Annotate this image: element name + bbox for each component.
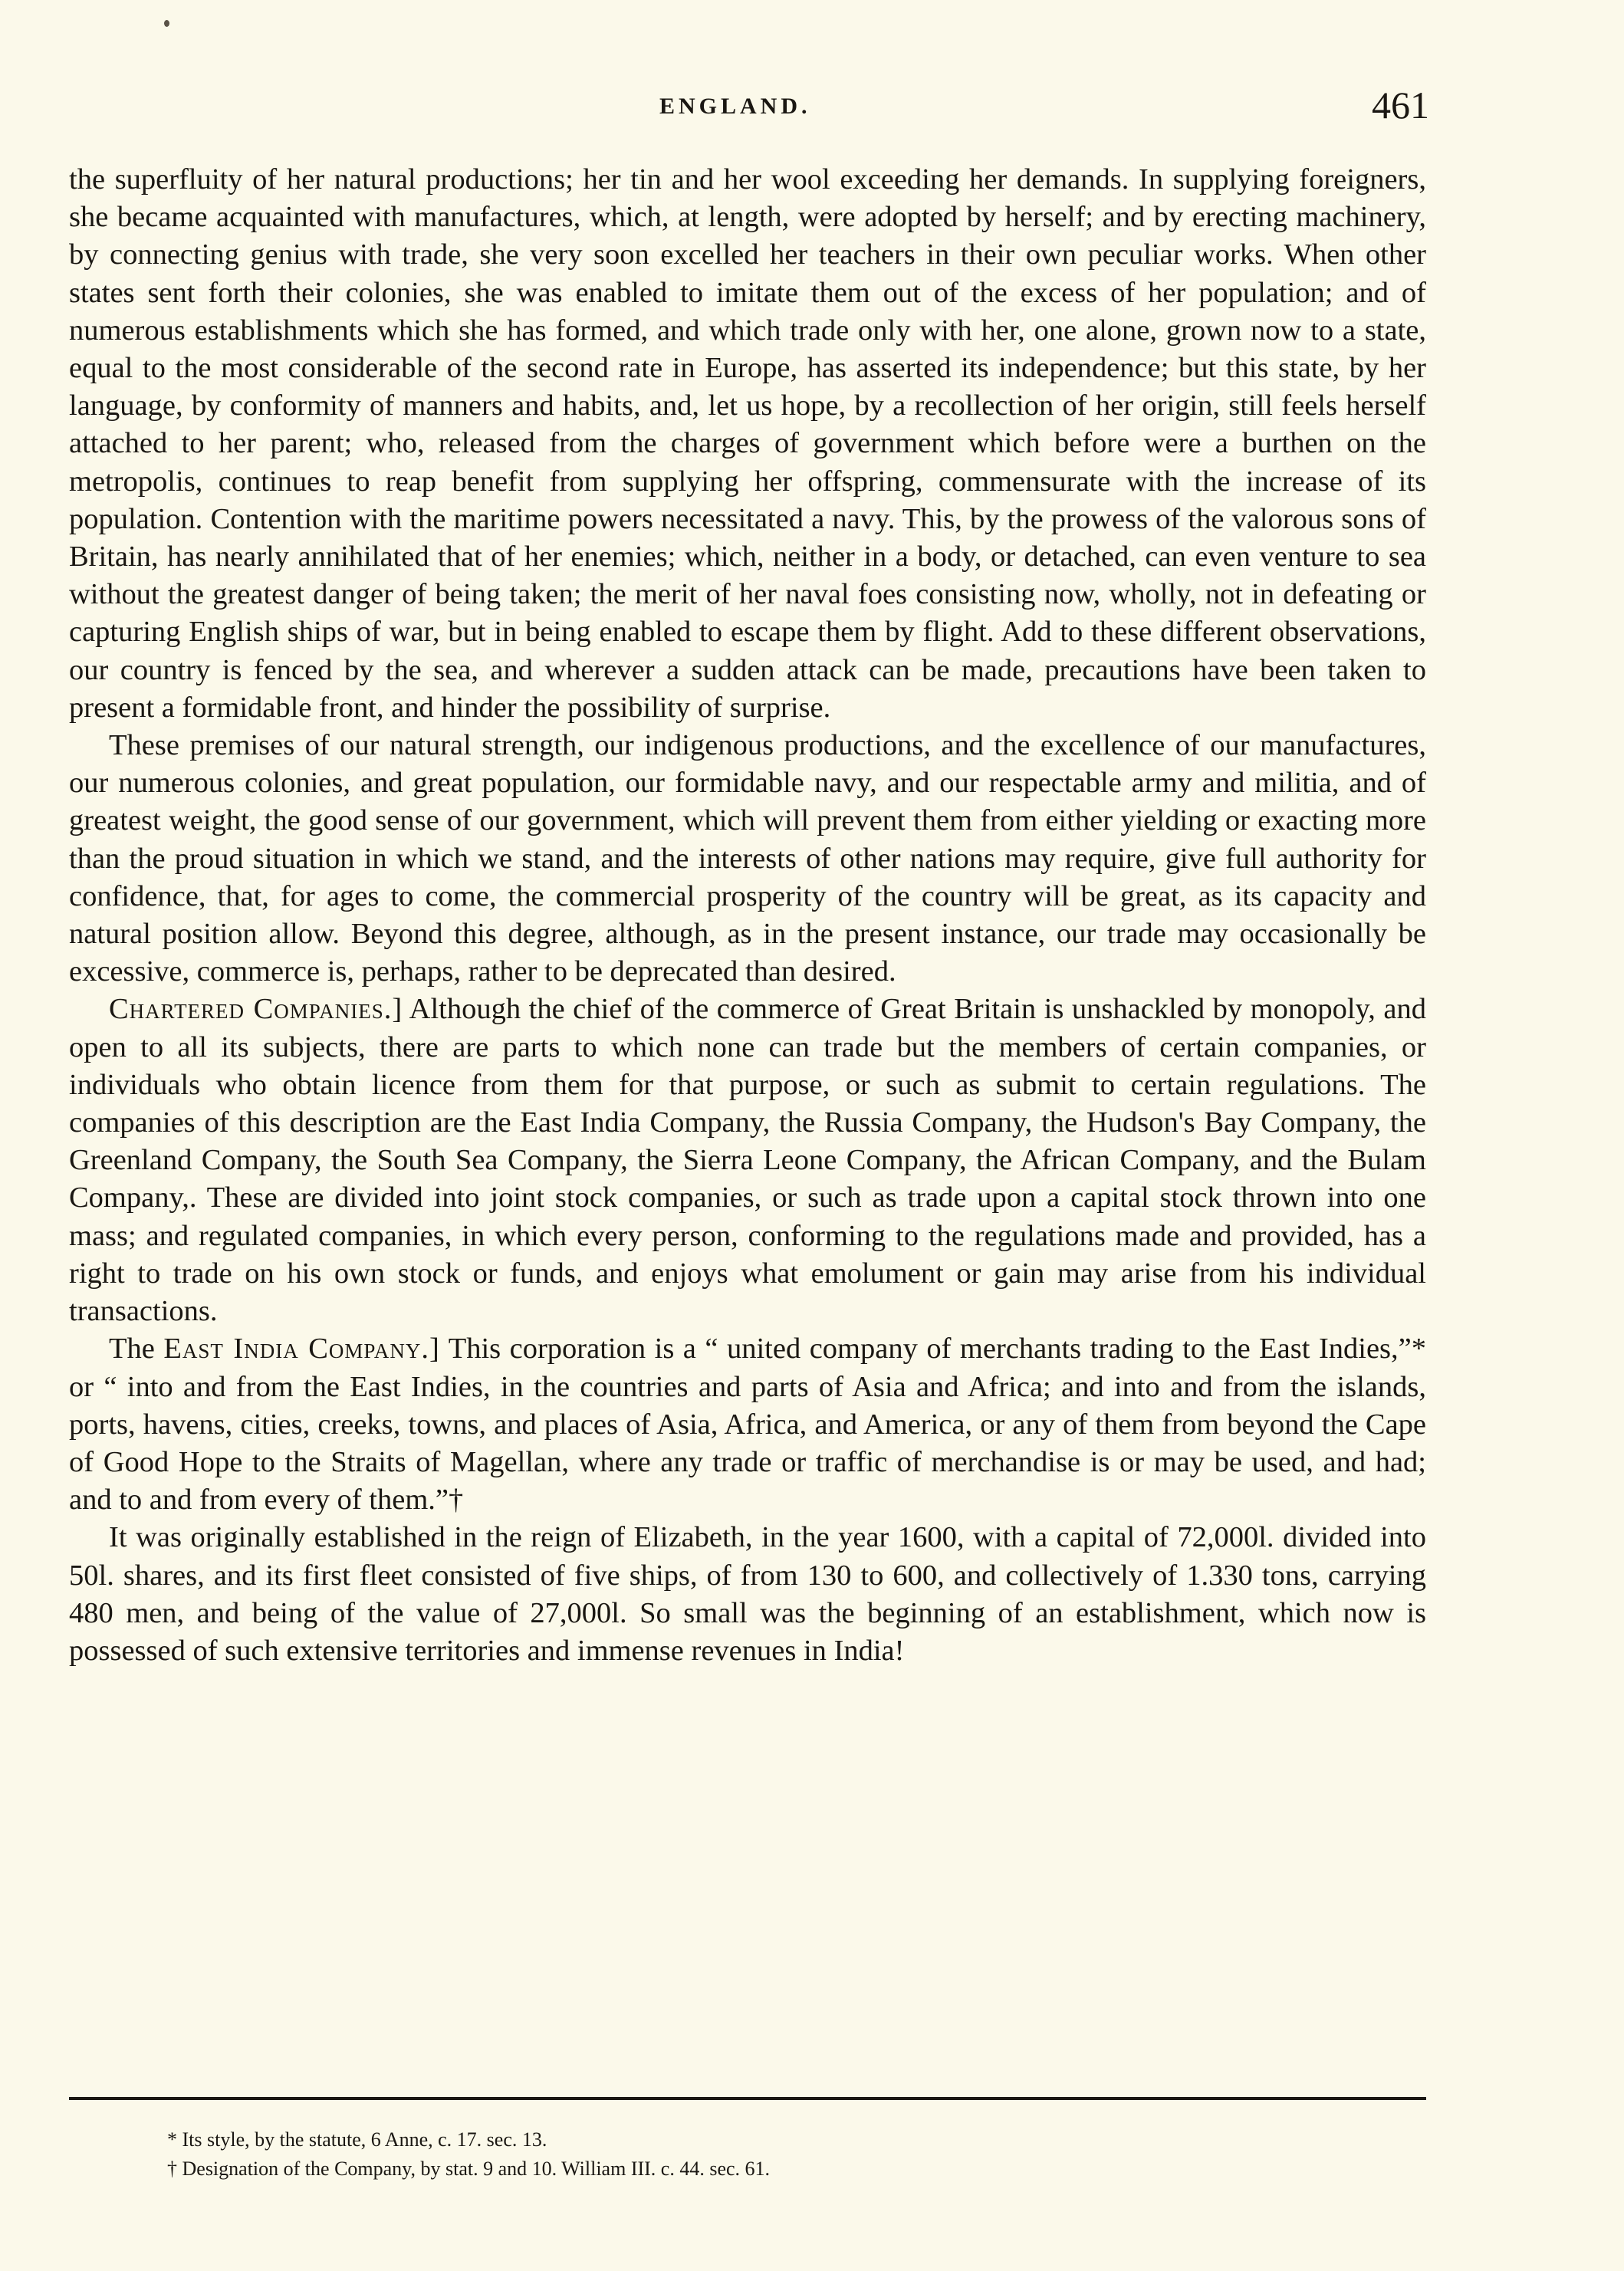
body-text <box>69 161 1426 1670</box>
footnotes <box>167 2125 770 2184</box>
paragraph-1: the superfluity of her natural productions; her tin and her wool exceeding her demands. In supplying foreigners, she became acquainted with manufactures, which, at length, were adopted by herself; and by erecting machinery, by connecting genius with trade, she very soon excelled her teachers in their own peculiar works. When other states sent forth their colonies, she was enabled to imitate them out of the excess of her population; and of numerous establishments which she has formed, and which trade only with her, one alone, grown now to a state, equal to the most considerable of the second rate in Europe, has asserted its independence; but this state, by her language, by conformity of manners and habits, and, let us hope, by a recollection of her origin, still feels herself attached to her parent; who, released from the charges of government which before were a burthen on the metropolis, continues to reap benefit from supplying her offspring, commensurate with the increase of its population. Contention with the maritime powers necessitated a navy. This, by the prowess of the valorous sons of Britain, has nearly annihilated that of her enemies; which, neither in a body, or detached, can even venture to sea without the greatest danger of being taken; the merit of her naval foes consisting now, wholly, not in defeating or capturing English ships of war, but in being enabled to escape them by flight. Add to these different observations, our country is fenced by the sea, and wherever a sudden attack can be made, precautions have been taken to present a formidable front, and hinder the possibility of surprise. <box>69 163 1426 724</box>
footnote-1: * Its style, by the statute, 6 Anne, c. 17. sec. 13. <box>167 2128 547 2151</box>
paragraph-5: It was originally established in the reign of Elizabeth, in the year 1600, with a capital of 72,000l. divided into 50l. shares, and its first fleet consisted of five ships, of from 130 to 600, and collectively of 1.330 tons, carrying 480 men, and being of the value of 27,000l. So small was the beginning of an establishment, which now is possessed of such extensive territories and immense revenues in India! <box>69 1521 1426 1667</box>
page-number: 461 <box>1372 84 1429 127</box>
section-heading-chartered-companies: Chartered Companies.] <box>109 993 403 1026</box>
paragraph-4-lead: The <box>109 1333 155 1366</box>
paragraph-3 <box>69 991 1426 1330</box>
section-heading-east-india-company: East India Company.] <box>163 1333 440 1366</box>
paragraph-2: These premises of our natural strength, our indigenous productions, and the excellence of our manufactures, our numerous colonies, and great population, our formidable navy, and our respectable army and militia, and of greatest weight, the good sense of our government, which will prevent them from either yielding or exacting more than the proud situation in which we stand, and the interests of other nations may require, give full authority for confidence, that, for ages to come, the commercial prosperity of the country will be great, as its capacity and natural position allow. Beyond this degree, although, as in the present instance, our trade may occasionally be excessive, commerce is, perhaps, rather to be deprecated than desired. <box>69 729 1426 988</box>
footnote-rule <box>69 2097 1426 2100</box>
paragraph-4-text: This corporation is a “ united company of merchants trading to the East Indies,”* or “ into and from the East Indies, in the countries and parts of Asia and Africa; and into and from the islands, ports, havens, cities, creeks, towns, and places of Asia, Africa, and America, or any of them from beyond the Cape of Good Hope to the Straits of Magellan, where any trade or traffic of merchandise is or may be used, and had; and to and from every of them.”† <box>69 1333 1427 1517</box>
running-head: ENGLAND. <box>659 94 811 119</box>
paragraph-4 <box>69 1330 1426 1519</box>
ink-speck <box>164 20 169 27</box>
paragraph-3-text: Although the chief of the commerce of Great Britain is unshackled by monopoly, and open to all its subjects, there are parts to which none can trade but the members of certain companies, or individuals who obtain licence from them for that purpose, or such as submit to certain regulations. The companies of this description are the East India Company, the Russia Company, the Hudson's Bay Company, the Greenland Company, the South Sea Company, the Sierra Leone Company, the African Company, and the Bulam Company,. These are divided into joint stock companies, or such as trade upon a capital stock thrown into one mass; and regulated companies, in which every person, conforming to the regulations made and provided, has a right to trade on his own stock or funds, and enjoys what emolument or gain may arise from his individual transactions. <box>69 993 1426 1328</box>
footnote-2: † Designation of the Company, by stat. 9 and 10. William III. c. 44. sec. 61. <box>167 2158 771 2180</box>
